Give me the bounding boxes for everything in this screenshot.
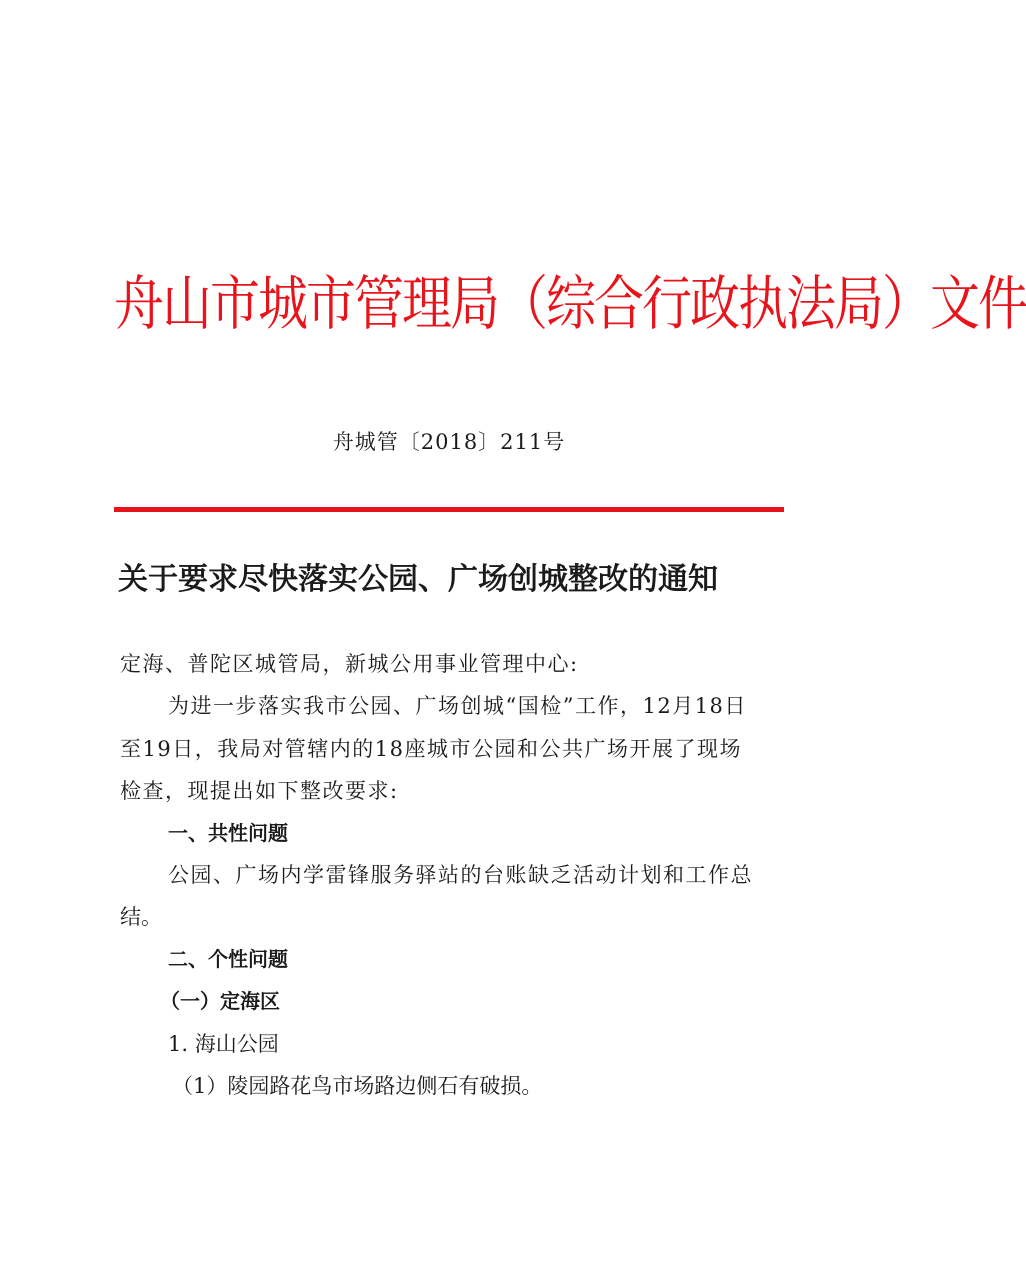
intro-line-2: 至19日，我局对管辖内的18座城市公园和公共广场开展了现场 [120, 737, 742, 761]
section1-heading: 一、共性问题 [168, 821, 288, 845]
subitem-1: （1）陵园路花鸟市场路边侧石有破损。 [172, 1074, 543, 1098]
intro-line-1: 为进一步落实我市公园、广场创城“国检”工作，12月18日 [168, 694, 747, 718]
document-number: 舟城管〔2018〕211号 [332, 430, 566, 454]
section1-body-line-1: 公园、广场内学雷锋服务驿站的台账缺乏活动计划和工作总 [168, 863, 753, 887]
intro-line-3: 检查，现提出如下整改要求: [120, 779, 399, 803]
section2-heading: 二、个性问题 [168, 947, 288, 971]
recipients-line: 定海、普陀区城管局，新城公用事业管理中心: [120, 652, 579, 676]
agency-letterhead: 舟山市城市管理局（综合行政执法局）文件 [114, 269, 1026, 339]
section1-body-line-2: 结。 [120, 905, 162, 929]
red-divider-rule [114, 507, 784, 512]
item-haishan-park: 1. 海山公园 [168, 1032, 279, 1056]
section2-subheading: （一）定海区 [160, 989, 280, 1013]
document-title: 关于要求尽快落实公园、广场创城整改的通知 [118, 562, 718, 597]
